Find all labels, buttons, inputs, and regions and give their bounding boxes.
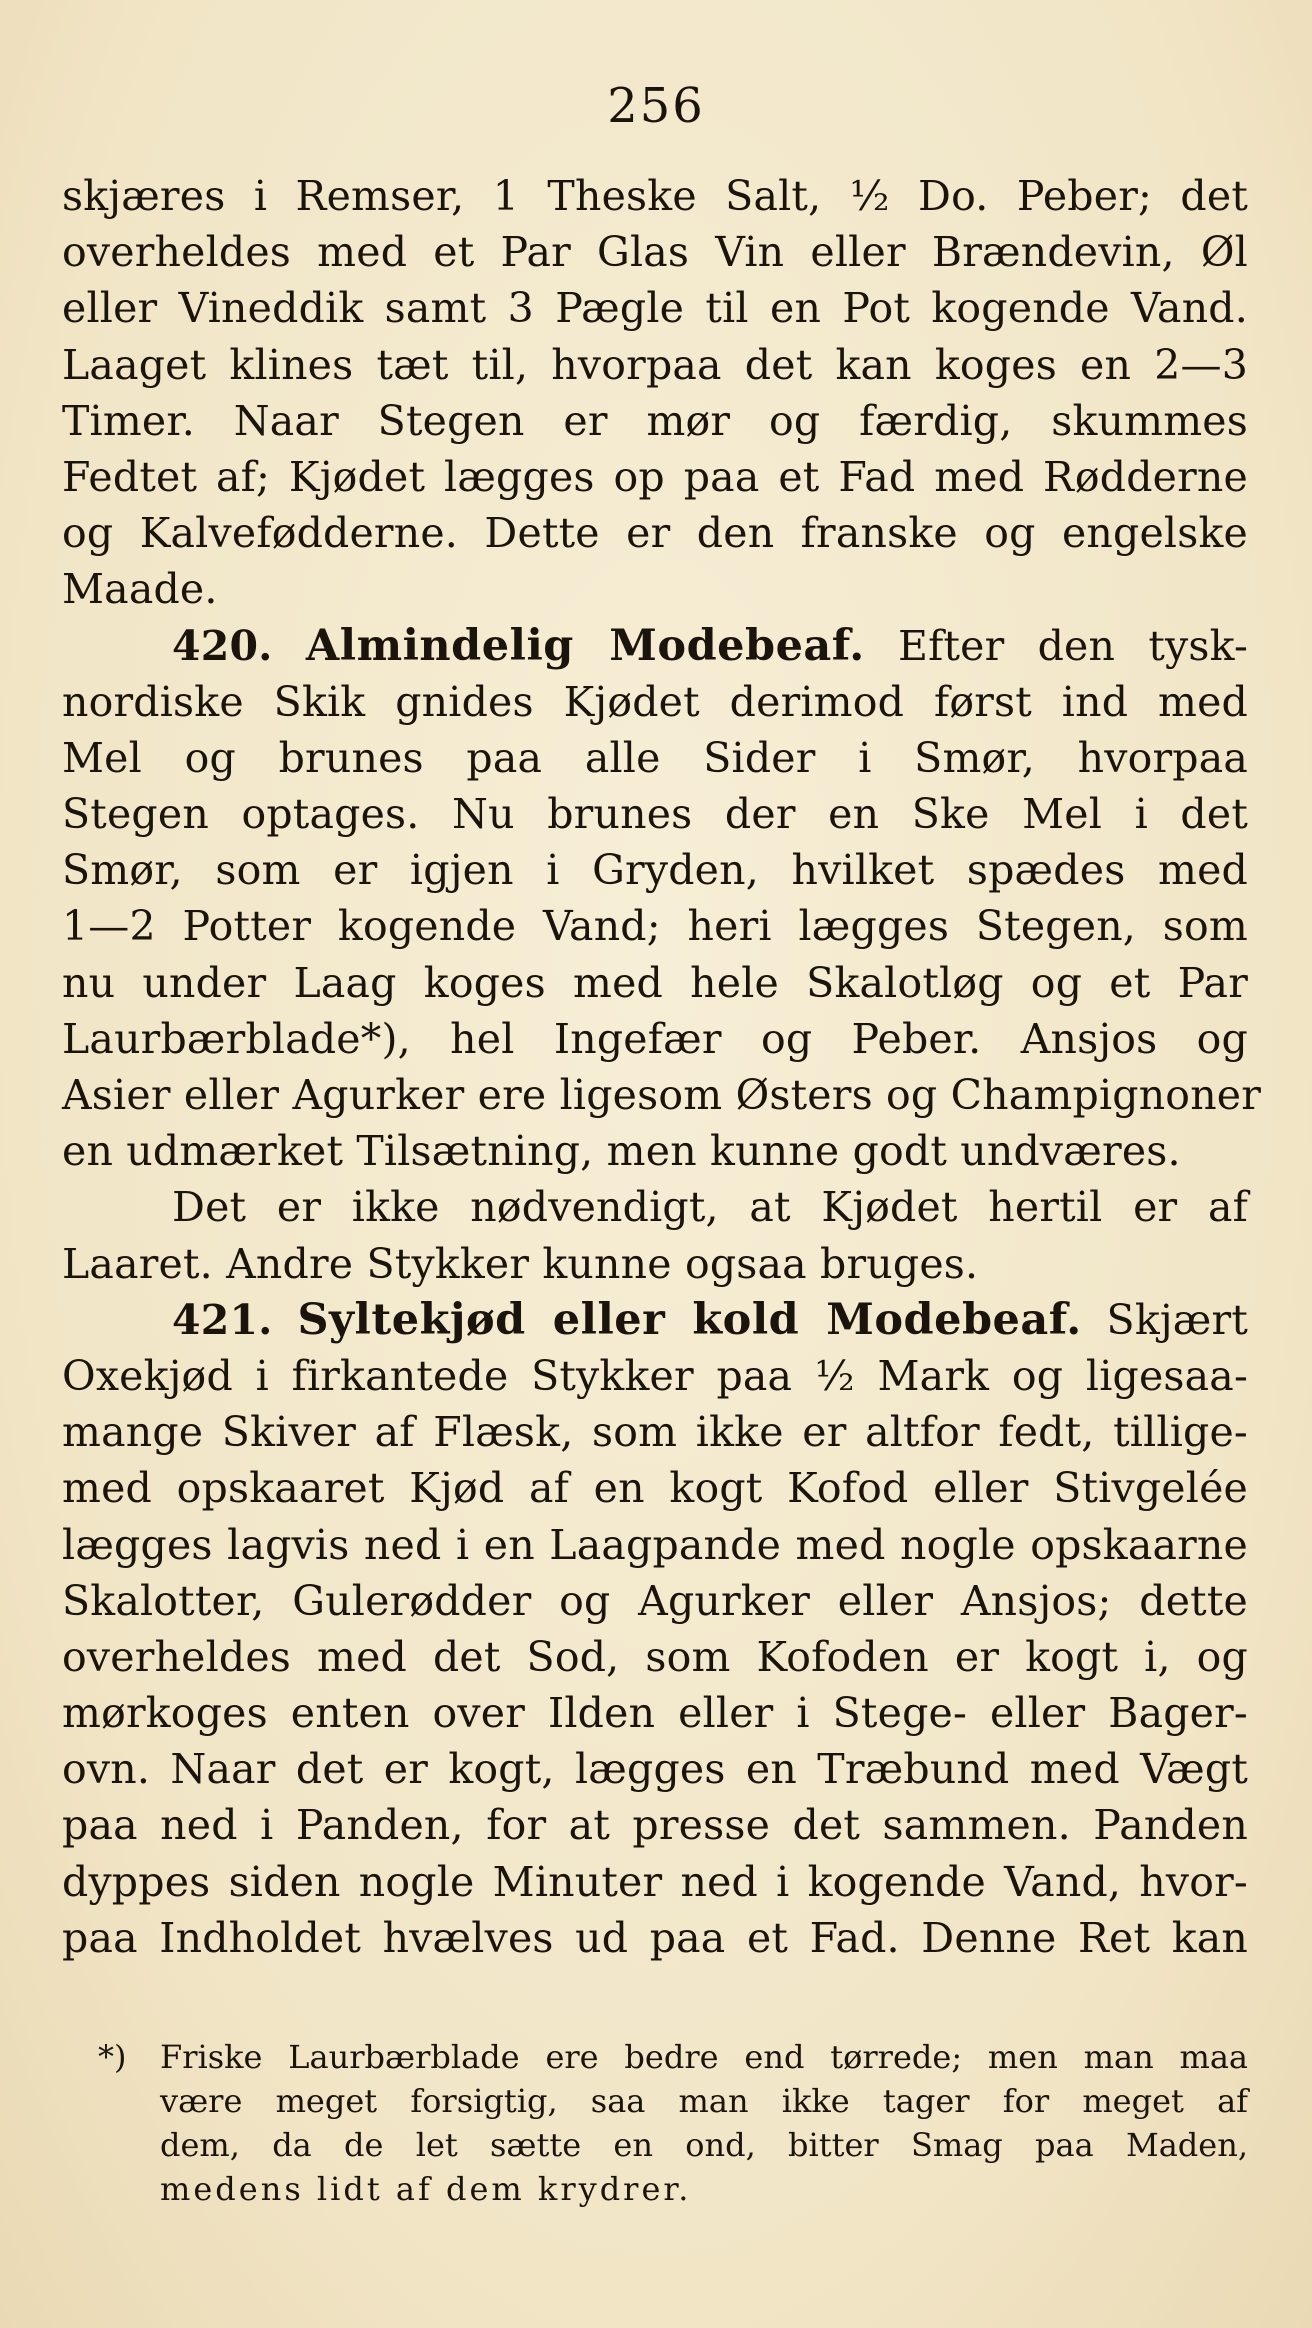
text-line: og Kalvefødderne. Dette er den franske og engelske (62, 509, 1248, 558)
body-text (62, 168, 1262, 1966)
text-line: med opskaaret Kjød af en kogt Kofod eller Stivgelée (62, 1464, 1248, 1513)
text-line: Skalotter, Gulerødder og Agurker eller Ansjos; dette (62, 1576, 1248, 1625)
text-line: lægges lagvis ned i en Laagpande med nogle opskaarne (62, 1520, 1248, 1569)
text-line: mørkoges enten over Ilden eller i Stege- eller Bager- (62, 1689, 1248, 1738)
recipe-420-number: 420. (172, 621, 273, 670)
recipe-421-title: Syltekjød eller kold Modebeaf. (297, 1294, 1082, 1345)
footnote (98, 2035, 1248, 2211)
recipe-420-heading-line (62, 618, 1248, 674)
recipe-421-first-line: Skjært (1106, 1295, 1249, 1344)
text-line: Det er ikke nødvendigt, at Kjødet hertil er af (172, 1183, 1248, 1232)
text-line: Fedtet af; Kjødet lægges op paa et Fad med Rødderne (62, 452, 1248, 501)
recipe-421-number: 421. (172, 1295, 273, 1344)
text-line: Laaget klines tæt til, hvorpaa det kan koges en 2—3 (62, 340, 1248, 389)
footnote-line: være meget forsigtig, saa man ikke tager for meget af (160, 2082, 1248, 2120)
text-line: paa Indholdet hvælves ud paa et Fad. Denne Ret kan (62, 1913, 1248, 1962)
footnote-line (98, 2035, 1248, 2079)
text-line: Maade. (62, 565, 218, 614)
footnote-mark: *) (98, 2038, 127, 2076)
text-line: Asier eller Agurker ere ligesom Østers og Champignoner (62, 1071, 1262, 1119)
text-line: en udmærket Tilsætning, men kunne godt undværes. (62, 1127, 1181, 1176)
text-line: Mel og brunes paa alle Sider i Smør, hvorpaa (62, 733, 1248, 782)
text-line: Stegen optages. Nu brunes der en Ske Mel i det (62, 790, 1248, 839)
footnote-line: medens lidt af dem krydrer. (160, 2170, 692, 2208)
text-line: overheldes med det Sod, som Kofoden er kogt i, og (62, 1632, 1248, 1681)
footnote-text: Friske Laurbærblade ere bedre end tørrede; men man maa (160, 2038, 1248, 2076)
text-line: Laaret. Andre Stykker kunne ogsaa bruges. (62, 1239, 979, 1288)
text-line: dyppes siden nogle Minuter ned i kogende Vand, hvor- (62, 1857, 1248, 1906)
text-line: nu under Laag koges med hele Skalotløg og et Par (62, 958, 1248, 1007)
text-line: nordiske Skik gnides Kjødet derimod først ind med (62, 677, 1248, 726)
text-line: mange Skiver af Flæsk, som ikke er altfor fedt, tillige- (62, 1408, 1248, 1457)
recipe-420-title: Almindelig Modebeaf. (305, 620, 865, 671)
recipe-421-heading-line (62, 1292, 1248, 1348)
text-line: 1—2 Potter kogende Vand; heri lægges Stegen, som (62, 902, 1248, 951)
text-line: Laurbærblade*), hel Ingefær og Peber. Ansjos og (62, 1014, 1248, 1063)
text-line: eller Vineddik samt 3 Pægle til en Pot kogende Vand. (62, 284, 1248, 333)
footnote-line: dem, da de let sætte en ond, bitter Smag paa Maden, (160, 2126, 1248, 2164)
text-line: Timer. Naar Stegen er mør og færdig, skummes (62, 396, 1248, 445)
text-line: Smør, som er igjen i Gryden, hvilket spædes med (62, 846, 1248, 895)
text-line: Oxekjød i firkantede Stykker paa ½ Mark og ligesaa- (62, 1351, 1248, 1400)
text-line: ovn. Naar det er kogt, lægges en Træbund med Vægt (62, 1745, 1248, 1794)
text-line: overheldes med et Par Glas Vin eller Brændevin, Øl (62, 228, 1248, 277)
text-line: paa ned i Panden, for at presse det sammen. Panden (62, 1801, 1248, 1850)
recipe-420-first-line: Efter den tysk- (897, 621, 1248, 670)
page-number: 256 (607, 78, 705, 134)
text-line: skjæres i Remser, 1 Theske Salt, ½ Do. Peber; det (62, 172, 1248, 220)
